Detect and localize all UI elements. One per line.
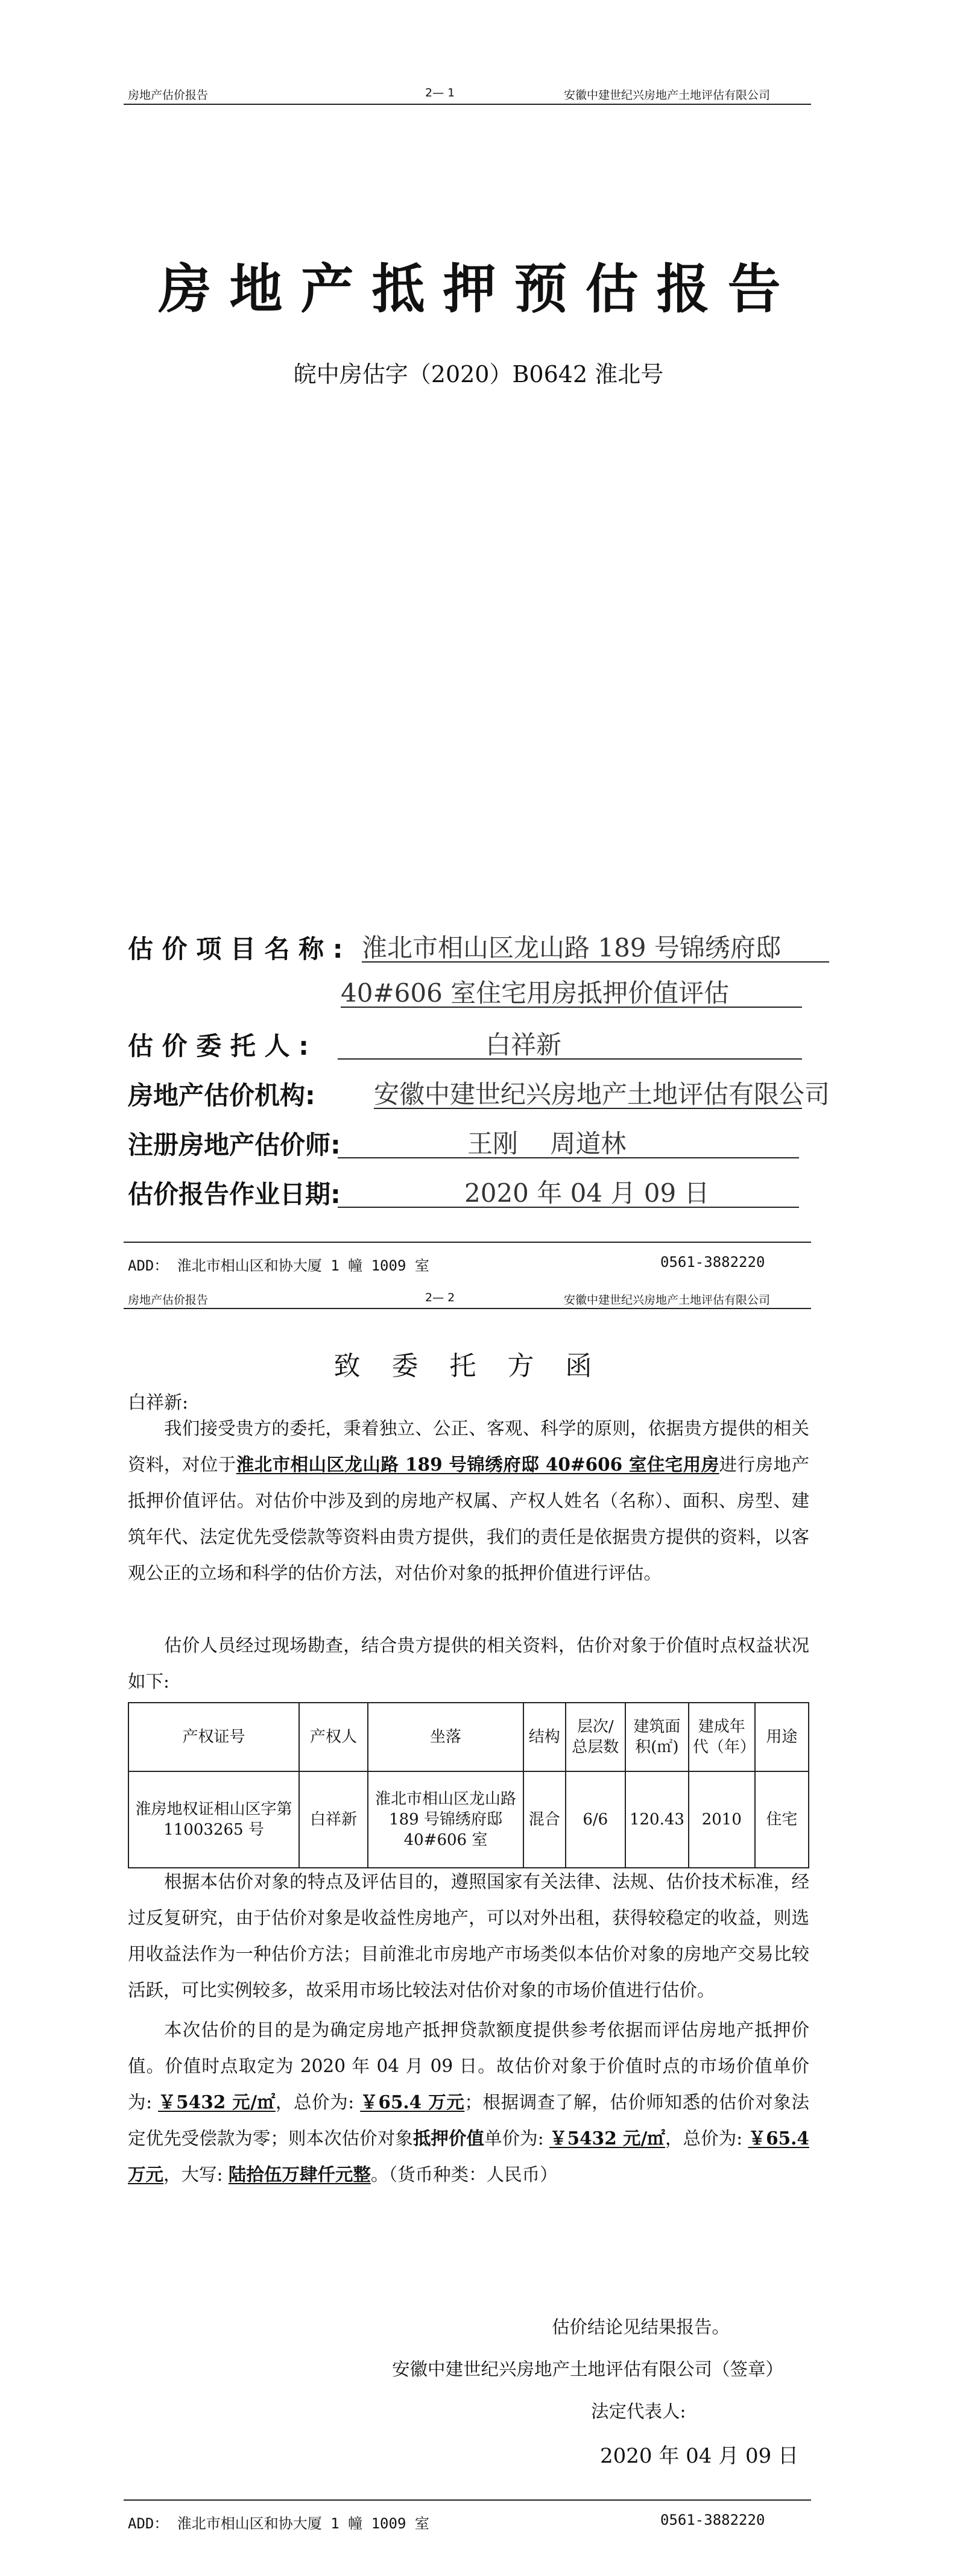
report-date-label: 估价报告作业日期: [128,1180,341,1209]
report-date-value: 2020 年 04 月 09 日 [464,1178,710,1208]
table-header-cell: 结构 [523,1703,566,1771]
page2-footer-address: ADD： 淮北市相山区和协大厦 1 幢 1009 室 [128,2515,429,2532]
paragraph-4-text-d: 单价为: [484,2128,550,2149]
client-underline [338,1058,802,1060]
property-rights-table [128,1702,809,1868]
paragraph-1-text-b: 进行房地产抵押价值评估。对估价中涉及到的房地产权属、产权人姓名（名称）、面积、房型、建筑年代、法定优先受偿款等资料由贵方提供，我们的责任是依据贵方提供的资料，以客观公正的立场和科学的估价方法，对估价对象的抵押价值进行评估。 [128,1454,809,1583]
client-label: 估 价 委 托 人 : [128,1031,309,1061]
location-cell: 淮北市相山区龙山路 189 号锦绣府邸 40#606 室 [368,1771,523,1868]
floor-cell: 6/6 [566,1771,625,1868]
mortgage-total-price: ￥65.4 万元 [128,2128,809,2185]
appraisers-underline [338,1157,799,1158]
appraisers-label: 注册房地产估价师: [128,1130,341,1160]
project-name-label: 估 价 项 目 名 称 : [128,934,343,964]
page1-footer-rule [124,1242,811,1243]
table-row [128,1771,809,1868]
paragraph-1 [128,1410,809,1591]
page2-header-company: 安徽中建世纪兴房地产土地评估有限公司 [564,1293,771,1307]
paragraph-4-text-a: 本次估价的目的是为确定房地产抵押贷款额度提供参考依据而评估房地产抵押价值。价值时点取定为 2020 年 04 月 09 日。故估价对象于价值时点的市场价值单价为: [128,2020,809,2113]
page2-header-page-number: 2— 2 [425,1291,455,1304]
letter-title: 致委托方函 [333,1351,624,1381]
company-signature: 安徽中建世纪兴房地产土地评估有限公司（签章） [392,2359,784,2380]
page1-header-page-number: 2— 1 [425,86,455,99]
paragraph-2: 估价人员经过现场勘查，结合贵方提供的相关资料，估价对象于价值时点权益状况如下: [128,1635,809,1692]
usage-cell: 住宅 [755,1771,809,1868]
page1-header-company: 安徽中建世纪兴房地产土地评估有限公司 [564,89,771,102]
paragraph-4 [128,2012,809,2193]
table-header-cell: 用途 [755,1703,809,1771]
paragraph-4-text-e: ，总价为: [665,2128,748,2149]
paragraph-3: 根据本估价对象的特点及评估目的，遵照国家有关法律、法规、估价技术标准，经过反复研究，由于估价对象是收益性房地产，可以对外出租，获得较稳定的收益，则选用收益法作为一种估价方法；目前淮北市房地产市场类似本估价对象的房地产交易比较活跃，可比实例较多，故采用市场比较法对估价对象的市场价值进行估价。 [128,1871,809,2000]
table-header-cell: 建筑面积(㎡) [625,1703,689,1771]
paragraph-4-text-b: ，总价为: [275,2092,361,2113]
year-built-cell: 2010 [689,1771,755,1868]
page1-header-left: 房地产估价报告 [128,89,209,102]
market-unit-price: ￥5432 元/㎡ [158,2091,276,2113]
agency-underline [374,1108,802,1109]
report-title: 房地产抵押预估报告 [158,257,799,320]
table-header-cell: 产权人 [299,1703,368,1771]
salutation: 白祥新: [128,1392,189,1413]
agency-label: 房地产估价机构: [128,1081,315,1110]
page2-header-rule [124,1308,811,1309]
paragraph-4-text-c: ；根据调查了解，估价师知悉的估价对象法定优先受偿款为零；则本次估价对象 [128,2092,809,2149]
report-date-underline [338,1207,799,1208]
cert-number-cell: 淮房地权证相山区字第 11003265 号 [128,1771,299,1868]
market-total-price: ￥65.4 万元 [360,2091,465,2113]
page2-footer-rule [124,2499,811,2501]
letter-date: 2020 年 04 月 09 日 [600,2444,799,2468]
table-header-cell: 层次/总层数 [566,1703,625,1771]
project-name-value-line1: 淮北市相山区龙山路 189 号锦绣府邸 [362,933,781,963]
project-name-underline-2 [341,1007,802,1008]
owner-cell: 白祥新 [299,1771,368,1868]
mortgage-unit-price: ￥5432 元/㎡ [549,2128,665,2149]
page2-header-left: 房地产估价报告 [128,1293,209,1307]
amount-in-words: 陆拾伍万肆仟元整 [228,2164,371,2185]
page2-footer-phone: 0561-3882220 [660,2512,765,2528]
table-header-row [128,1703,809,1771]
structure-cell: 混合 [523,1771,566,1868]
paragraph-4-text-g: 。（货币种类：人民币） [370,2164,558,2185]
mortgage-value-label: 抵押价值 [412,2128,485,2149]
table-header-cell: 产权证号 [128,1703,299,1771]
agency-value: 安徽中建世纪兴房地产土地评估有限公司 [374,1079,830,1109]
page1-header-rule [124,104,811,105]
project-name-underline-1 [362,961,829,963]
page1-footer-address: ADD： 淮北市相山区和协大厦 1 幢 1009 室 [128,1257,429,1274]
client-value: 白祥新 [485,1030,562,1060]
table-header-cell: 坐落 [368,1703,523,1771]
paragraph-1-text-a: 我们接受贵方的委托，秉着独立、公正、客观、科学的原则，依据贵方提供的相关资料，对位于 [128,1418,809,1475]
paragraph-4-text-f: ，大写: [163,2164,229,2185]
page1-footer-phone: 0561-3882220 [660,1254,765,1271]
project-name-value-line2: 40#606 室住宅用房抵押价值评估 [341,978,730,1008]
property-address-emphasis: 淮北市相山区龙山路 189 号锦绣府邸 40#606 室住宅用房 [236,1454,719,1475]
table-header-cell: 建成年代（年） [689,1703,755,1771]
report-reference-number: 皖中房估字（2020）B0642 淮北号 [293,361,664,388]
appraisers-value: 王刚 周道林 [467,1129,627,1158]
legal-representative: 法定代表人: [591,2401,686,2422]
see-result-report: 估价结论见结果报告。 [552,2317,730,2337]
area-cell: 120.43 [625,1771,689,1868]
